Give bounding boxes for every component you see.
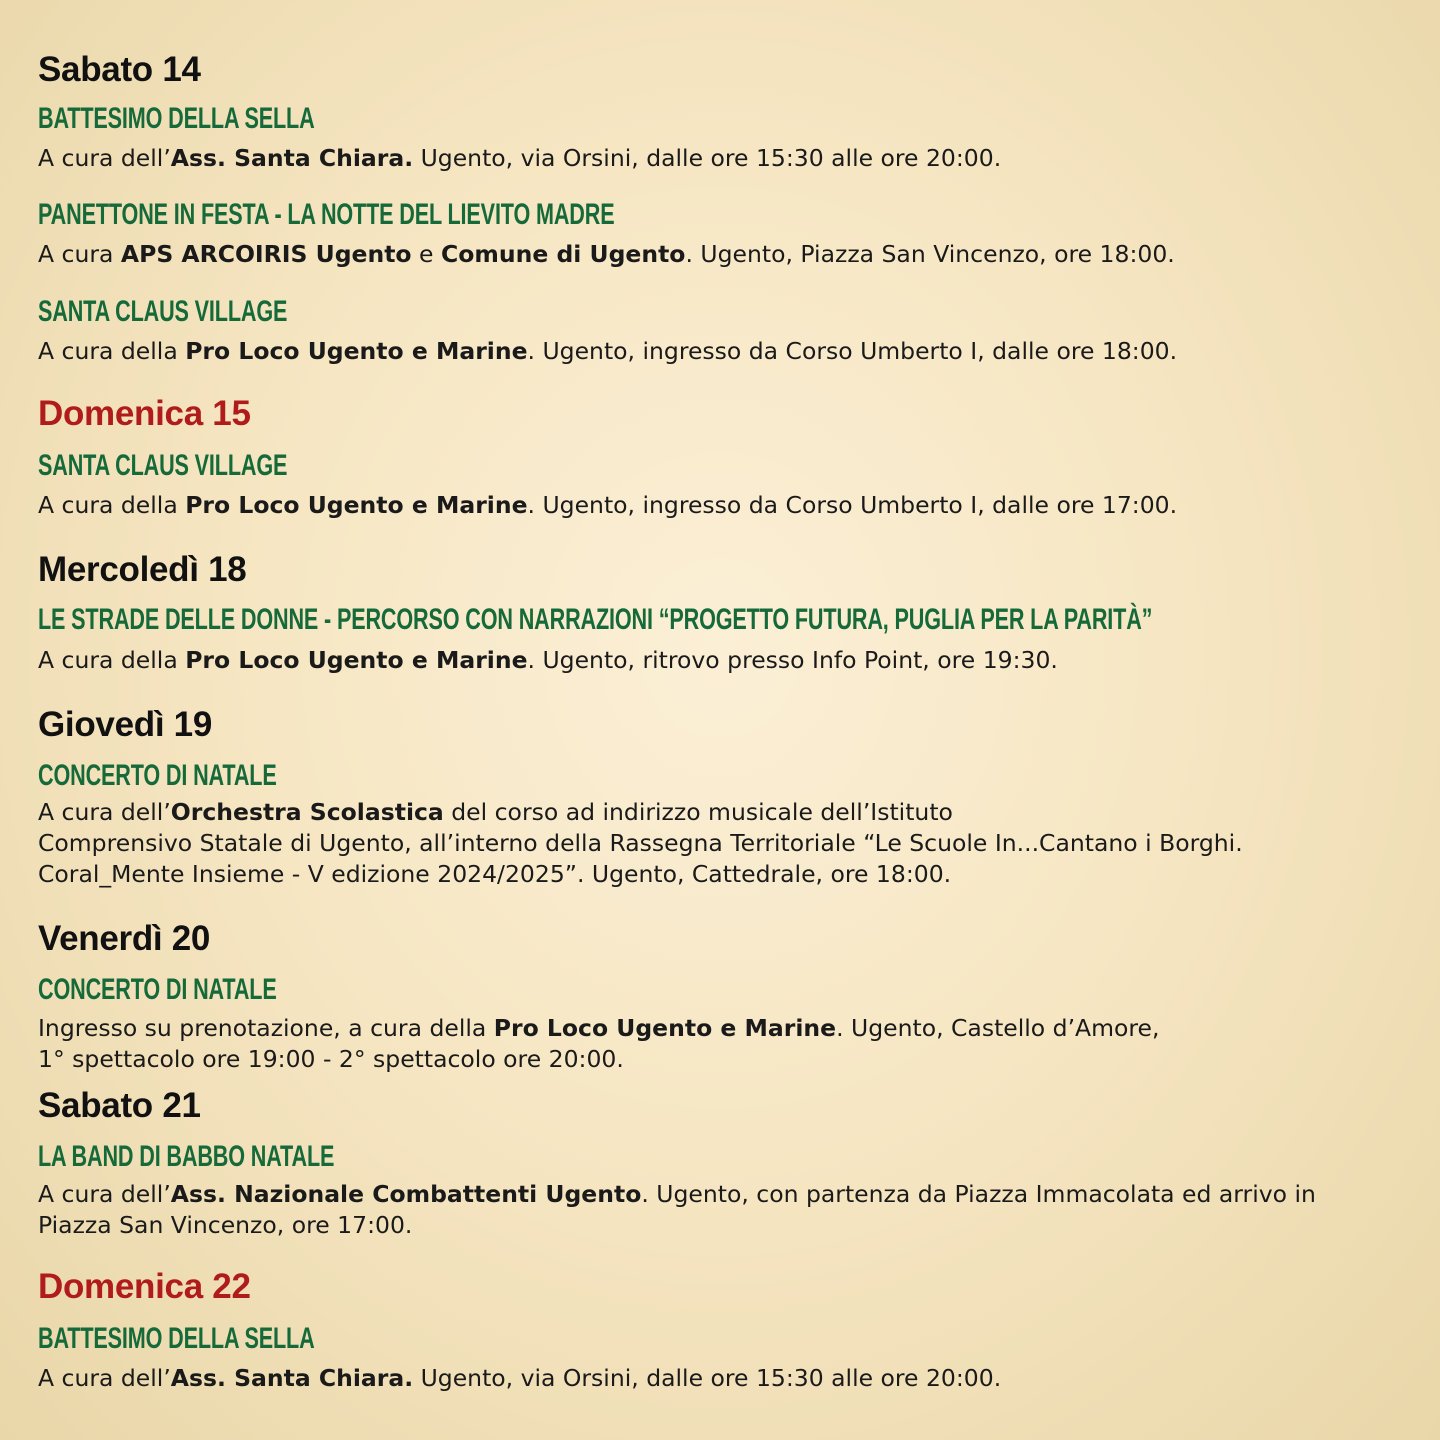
day-heading: Domenica 22 [38, 1267, 251, 1306]
bold-text: Pro Loco Ugento e Marine [185, 337, 528, 365]
description-line [38, 859, 1243, 890]
event-description [38, 143, 1001, 174]
day-heading: Giovedì 19 [38, 705, 213, 744]
text-segment: A cura dell’ [38, 798, 171, 826]
bold-text: Pro Loco Ugento e Marine [185, 491, 528, 519]
bold-text: Orchestra Scolastica [170, 798, 444, 826]
day-heading: Venerdì 20 [38, 919, 211, 958]
bold-text: Pro Loco Ugento e Marine [185, 646, 528, 674]
event-title: CONCERTO DI NATALE [38, 973, 277, 1006]
description-line [38, 1363, 1001, 1394]
text-segment: A cura [38, 240, 121, 268]
description-line [38, 797, 1243, 828]
text-segment: 1° spettacolo ore 19:00 - 2° spettacolo ore 20:00. [38, 1045, 624, 1073]
event-title: LE STRADE DELLE DONNE - PERCORSO CON NARRAZIONI “PROGETTO FUTURA, PUGLIA PER LA PARITÀ” [38, 603, 1153, 636]
text-segment: Comprensivo Statale di Ugento, all’interno della Rassegna Territoriale “Le Scuole In...Cantano i Borghi. [38, 829, 1243, 857]
day-heading: Domenica 15 [38, 394, 251, 433]
event-title: BATTESIMO DELLA SELLA [38, 1322, 315, 1355]
text-segment: . Ugento, ritrovo presso Info Point, ore 19:30. [527, 646, 1058, 674]
description-line [38, 1044, 1159, 1075]
description-line [38, 645, 1058, 676]
text-segment: A cura dell’ [38, 144, 171, 172]
description-line [38, 336, 1177, 367]
day-heading: Sabato 14 [38, 50, 201, 89]
description-line [38, 490, 1177, 521]
event-description [38, 1013, 1159, 1075]
event-title: CONCERTO DI NATALE [38, 759, 277, 792]
text-segment: A cura della [38, 646, 186, 674]
event-description [38, 1179, 1316, 1241]
event-title: PANETTONE IN FESTA - LA NOTTE DEL LIEVITO MADRE [38, 198, 615, 231]
event-title: SANTA CLAUS VILLAGE [38, 449, 288, 482]
bold-text: Comune di Ugento [440, 240, 686, 268]
text-segment: e [411, 240, 441, 268]
text-segment: A cura dell’ [38, 1180, 171, 1208]
description-line [38, 1210, 1316, 1241]
text-segment: . Ugento, Piazza San Vincenzo, ore 18:00. [685, 240, 1175, 268]
bold-text: Ass. Santa Chiara. [170, 144, 414, 172]
event-description [38, 336, 1177, 367]
description-line [38, 143, 1001, 174]
day-heading: Mercoledì 18 [38, 550, 247, 589]
text-segment: A cura della [38, 337, 186, 365]
bold-text: Ass. Nazionale Combattenti Ugento [170, 1180, 642, 1208]
text-segment: Coral_Mente Insieme - V edizione 2024/2025”. Ugento, Cattedrale, ore 18:00. [38, 860, 952, 888]
event-description [38, 490, 1177, 521]
description-line [38, 1013, 1159, 1044]
description-line [38, 828, 1243, 859]
event-description [38, 797, 1243, 890]
bold-text: Pro Loco Ugento e Marine [493, 1014, 837, 1042]
text-segment: . Ugento, ingresso da Corso Umberto I, dalle ore 17:00. [527, 491, 1178, 519]
text-segment: Ugento, via Orsini, dalle ore 15:30 alle ore 20:00. [413, 1364, 1002, 1392]
text-segment: . Ugento, ingresso da Corso Umberto I, dalle ore 18:00. [527, 337, 1178, 365]
event-description [38, 645, 1058, 676]
text-segment: . Ugento, Castello d’Amore, [836, 1014, 1160, 1042]
text-segment: Ingresso su prenotazione, a cura della [38, 1014, 494, 1042]
text-segment: Piazza San Vincenzo, ore 17:00. [38, 1211, 413, 1239]
text-segment: del corso ad indirizzo musicale dell’Istituto [443, 798, 953, 826]
text-segment: . Ugento, con partenza da Piazza Immacolata ed arrivo in [641, 1180, 1316, 1208]
day-heading: Sabato 21 [38, 1086, 201, 1125]
event-title: SANTA CLAUS VILLAGE [38, 295, 288, 328]
text-segment: A cura dell’ [38, 1364, 171, 1392]
bold-text: Ass. Santa Chiara. [170, 1364, 414, 1392]
event-title: LA BAND DI BABBO NATALE [38, 1140, 335, 1173]
description-line [38, 239, 1175, 270]
description-line [38, 1179, 1316, 1210]
event-description [38, 1363, 1001, 1394]
event-description [38, 239, 1175, 270]
text-segment: A cura della [38, 491, 186, 519]
event-title: BATTESIMO DELLA SELLA [38, 102, 315, 135]
bold-text: APS ARCOIRIS Ugento [120, 240, 412, 268]
text-segment: Ugento, via Orsini, dalle ore 15:30 alle ore 20:00. [413, 144, 1002, 172]
